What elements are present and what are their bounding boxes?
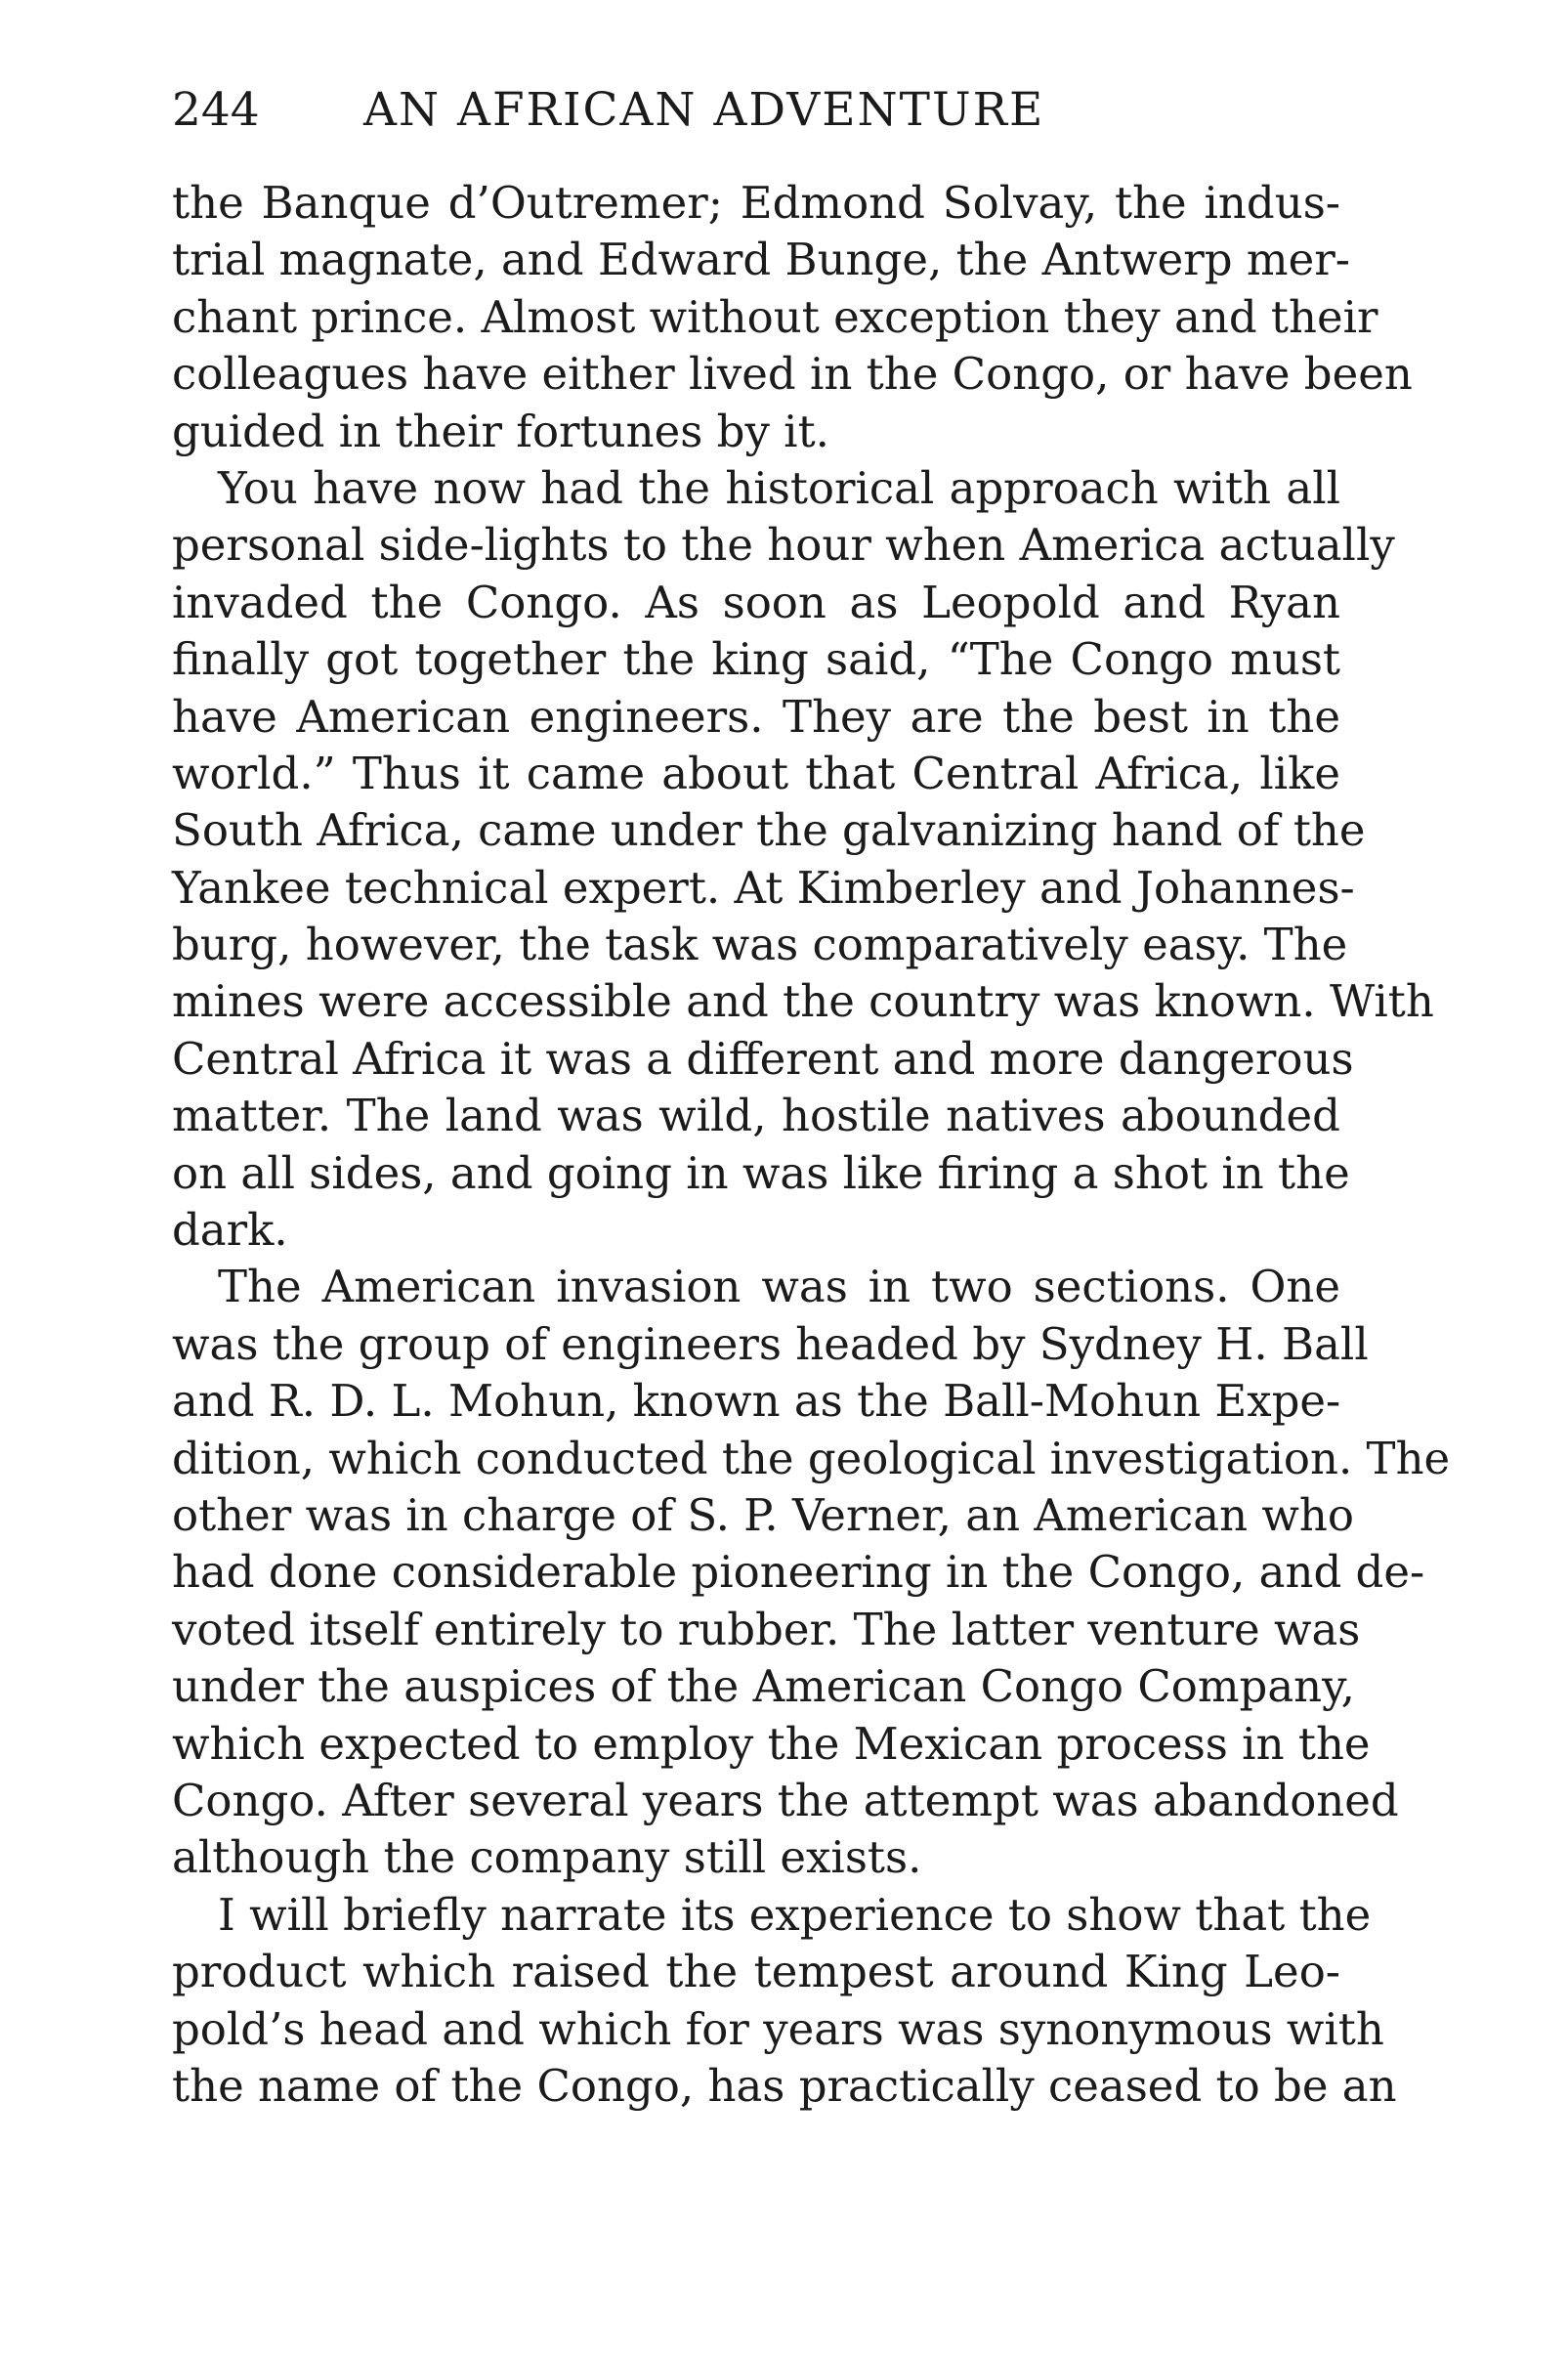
text-line: colleagues have either lived in the Congo, or have been xyxy=(172,348,1413,401)
text-line: Congo. After several years the attempt was abandoned xyxy=(172,1774,1399,1826)
text-line: the Banque d’Outremer; Edmond Solvay, the indus- xyxy=(172,177,1340,229)
text-line: The American invasion was in two sections. One xyxy=(218,1261,1340,1313)
text-line: on all sides, and going in was like firing a shot in the xyxy=(172,1146,1350,1199)
text-line: other was in charge of S. P. Verner, an American who xyxy=(172,1488,1354,1541)
text-line: I will briefly narrate its experience to show that the xyxy=(218,1888,1372,1941)
text-line: Central Africa it was a different and more dangerous xyxy=(172,1032,1354,1085)
text-line: although the company still exists. xyxy=(172,1831,922,1884)
text-line: mines were accessible and the country was known. With xyxy=(172,975,1434,1028)
text-line: finally got together the king said, “The Congo must xyxy=(172,633,1340,686)
text-line: was the group of engineers headed by Sydney H. Ball xyxy=(172,1317,1369,1370)
text-line: dition, which conducted the geological investigation. The xyxy=(172,1432,1451,1484)
text-line: and R. D. L. Mohun, known as the Ball-Mohun Expe- xyxy=(172,1375,1341,1428)
text-line: burg, however, the task was comparatively easy. The xyxy=(172,919,1348,971)
text-line: South Africa, came under the galvanizing hand of the xyxy=(172,804,1366,857)
text-line: chant prince. Almost without exception they and their xyxy=(172,290,1378,343)
text-line: pold’s head and which for years was synonymous with xyxy=(172,2002,1384,2055)
text-line: voted itself entirely to rubber. The latter venture was xyxy=(172,1603,1361,1655)
text-line: guided in their fortunes by it. xyxy=(172,405,829,457)
text-line: product which raised the tempest around King Leo- xyxy=(172,1946,1340,1998)
running-title: AN AFRICAN ADVENTURE xyxy=(363,83,1045,137)
text-line: Yankee technical expert. At Kimberley and Johannes- xyxy=(172,861,1355,914)
text-line: dark. xyxy=(172,1204,288,1257)
text-line: have American engineers. They are the best in the xyxy=(172,690,1340,743)
page-number: 244 xyxy=(172,83,260,137)
text-line: You have now had the historical approach with all xyxy=(218,461,1340,514)
running-header xyxy=(172,76,1344,145)
text-line: personal side-lights to the hour when America actually xyxy=(172,519,1395,572)
text-line: invaded the Congo. As soon as Leopold and Ryan xyxy=(172,576,1340,628)
text-line: which expected to employ the Mexican process in the xyxy=(172,1717,1371,1770)
text-line: matter. The land was wild, hostile natives abounded xyxy=(172,1090,1340,1142)
text-line: had done considerable pioneering in the Congo, and de- xyxy=(172,1546,1425,1599)
text-line: under the auspices of the American Congo Company, xyxy=(172,1660,1355,1713)
text-line: world.” Thus it came about that Central Africa, like xyxy=(172,747,1340,799)
text-line: the name of the Congo, has practically ceased to be an xyxy=(172,2059,1397,2112)
body-text xyxy=(172,175,1451,2115)
text-line: trial magnate, and Edward Bunge, the Antwerp mer- xyxy=(172,234,1350,286)
